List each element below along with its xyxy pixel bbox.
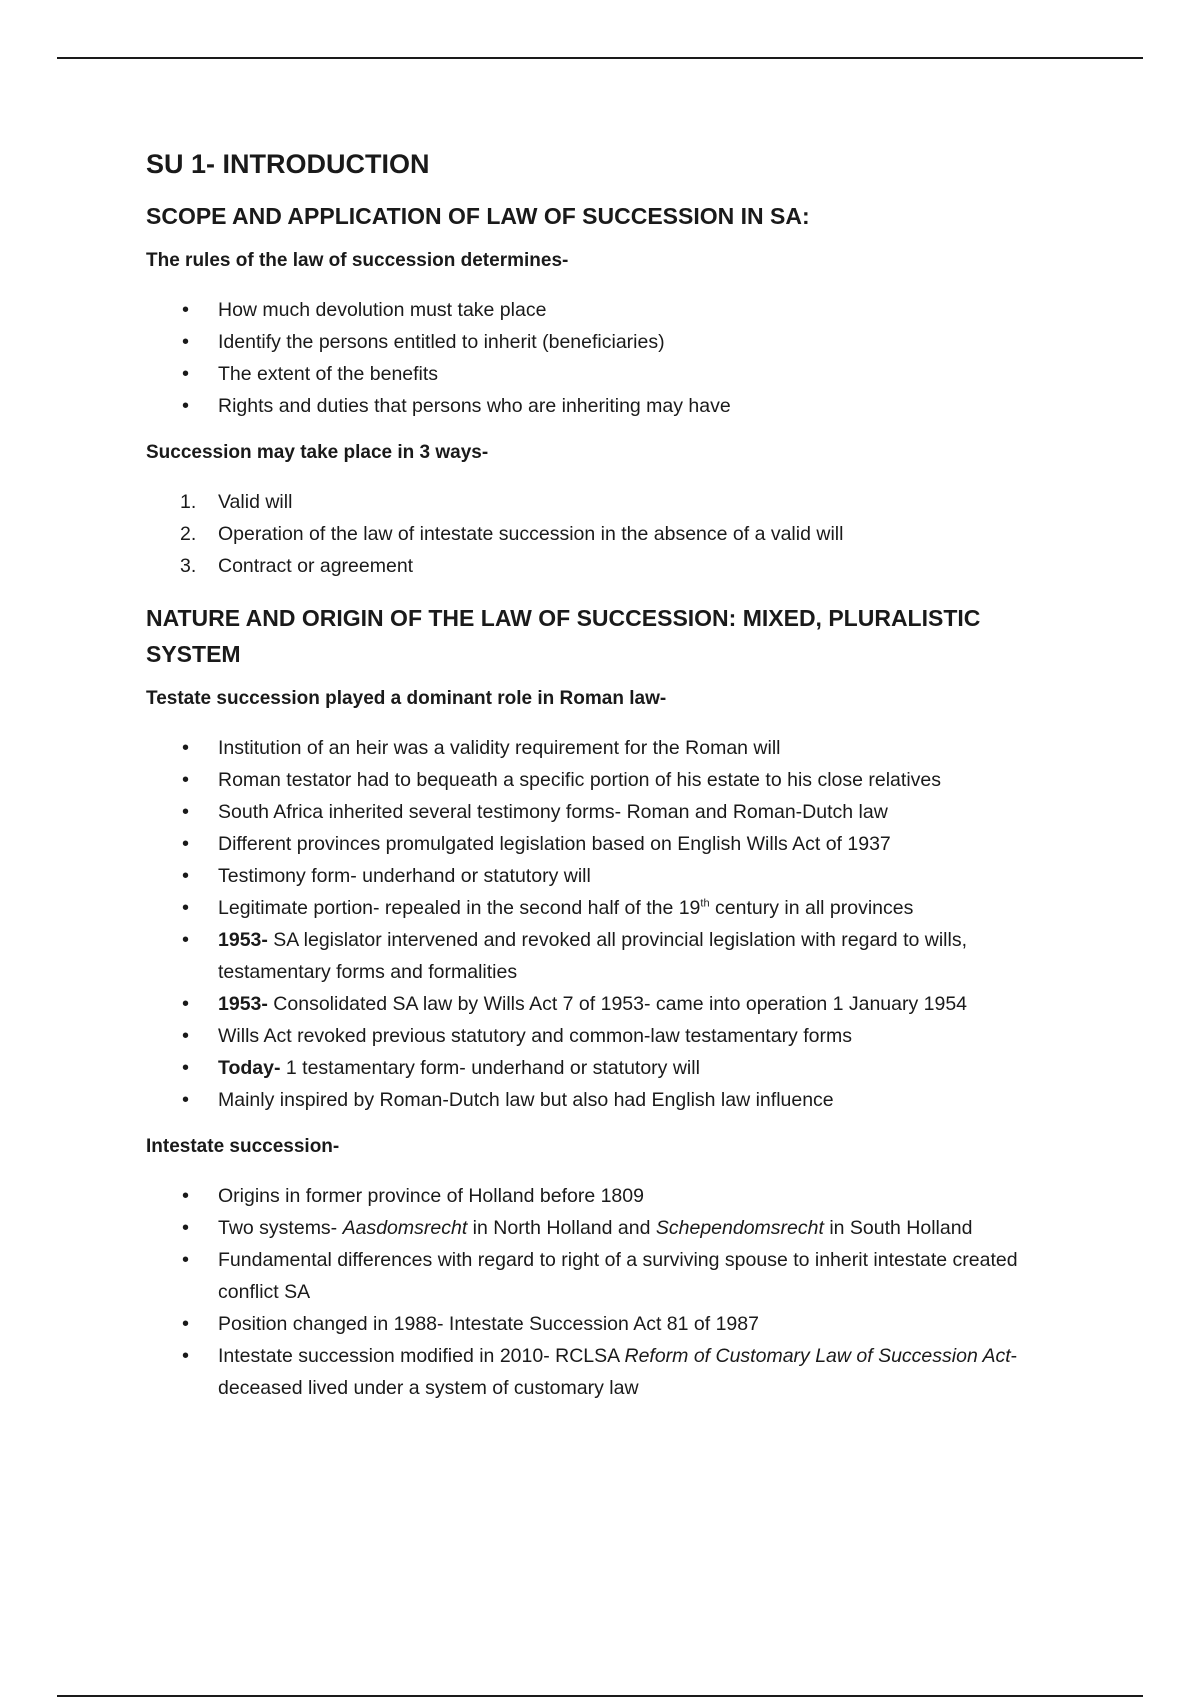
list-italic: Schependomsrecht xyxy=(655,1217,824,1239)
list-item: • How much devolution must take place xyxy=(146,294,1066,326)
list-text: Legitimate portion- repealed in the second half of the 19 xyxy=(218,897,701,919)
list-item: • South Africa inherited several testimony forms- Roman and Roman-Dutch law xyxy=(146,796,1066,828)
list-item: • Fundamental differences with regard to right of a surviving spouse to inherit intestate created conflict SA xyxy=(146,1244,1066,1308)
list-item xyxy=(146,550,1066,582)
list-item: • Roman testator had to bequeath a specific portion of his estate to his close relatives xyxy=(146,764,1066,796)
header-rule xyxy=(57,57,1143,59)
list-item xyxy=(146,1052,1066,1084)
list-text: Contract or agreement xyxy=(218,555,414,577)
list-item: • Origins in former province of Holland before 1809 xyxy=(146,1180,1066,1212)
subheading-ways: Succession may take place in 3 ways- xyxy=(146,442,489,463)
list-number: 1. xyxy=(180,491,197,513)
list-item: • Mainly inspired by Roman-Dutch law but also had English law influence xyxy=(146,1084,1066,1116)
list-text: SA legislator intervened and revoked all provincial legislation with regard to wills, testamentary forms and formalities xyxy=(218,929,967,983)
list-item xyxy=(146,892,1066,924)
list-text: century in all provinces xyxy=(709,897,914,919)
list-item xyxy=(146,1340,1066,1404)
rules-list xyxy=(146,294,1066,422)
intestate-list xyxy=(146,1180,1066,1404)
list-item: • Wills Act revoked previous statutory and common-law testamentary forms xyxy=(146,1020,1066,1052)
list-lead-bold: Today- xyxy=(218,1057,281,1079)
testate-list xyxy=(146,732,1066,1116)
list-item: • The extent of the benefits xyxy=(146,358,1066,390)
list-item: • Rights and duties that persons who are inheriting may have xyxy=(146,390,1066,422)
list-item xyxy=(146,988,1066,1020)
list-italic: Reform of Customary Law of Succession Act xyxy=(624,1345,1011,1367)
list-item: • Institution of an heir was a validity requirement for the Roman will xyxy=(146,732,1066,764)
list-text: in South Holland xyxy=(823,1217,973,1239)
list-item xyxy=(146,1212,1066,1244)
ways-list xyxy=(146,486,1066,582)
list-text: Consolidated SA law by Wills Act 7 of 1953- came into operation 1 January 1954 xyxy=(267,993,968,1015)
section-heading-scope: SCOPE AND APPLICATION OF LAW OF SUCCESSION IN SA: xyxy=(146,203,810,229)
list-item: • Position changed in 1988- Intestate Succession Act 81 of 1987 xyxy=(146,1308,1066,1340)
list-text: Two systems- xyxy=(218,1217,343,1239)
list-item xyxy=(146,518,1066,550)
list-text: 1 testamentary form- underhand or statutory will xyxy=(280,1057,700,1079)
list-text: Valid will xyxy=(218,491,293,513)
footer-rule xyxy=(57,1695,1143,1697)
subheading-intestate: Intestate succession- xyxy=(146,1136,340,1157)
list-lead-bold: 1953- xyxy=(218,929,268,951)
page-title: SU 1- INTRODUCTION xyxy=(146,149,430,179)
list-italic: Aasdomsrecht xyxy=(342,1217,468,1239)
section-heading-nature: NATURE AND ORIGIN OF THE LAW OF SUCCESSION: MIXED, PLURALISTIC SYSTEM xyxy=(146,605,981,667)
subheading-testate: Testate succession played a dominant role in Roman law- xyxy=(146,688,667,709)
superscript: th xyxy=(700,897,710,910)
list-item: • Identify the persons entitled to inherit (beneficiaries) xyxy=(146,326,1066,358)
list-number: 3. xyxy=(180,555,197,577)
list-text: Operation of the law of intestate succession in the absence of a valid will xyxy=(218,523,844,545)
document-body xyxy=(146,146,1066,1422)
subheading-rules: The rules of the law of succession determines- xyxy=(146,250,569,271)
list-item: • Testimony form- underhand or statutory will xyxy=(146,860,1066,892)
list-item xyxy=(146,924,1066,988)
list-item xyxy=(146,486,1066,518)
list-number: 2. xyxy=(180,523,197,545)
list-text: in North Holland and xyxy=(467,1217,656,1239)
list-text: - deceased lived under a system of customary law xyxy=(218,1345,1018,1399)
list-text: Intestate succession modified in 2010- RCLSA xyxy=(218,1345,625,1367)
list-lead-bold: 1953- xyxy=(218,993,268,1015)
list-item: • Different provinces promulgated legislation based on English Wills Act of 1937 xyxy=(146,828,1066,860)
